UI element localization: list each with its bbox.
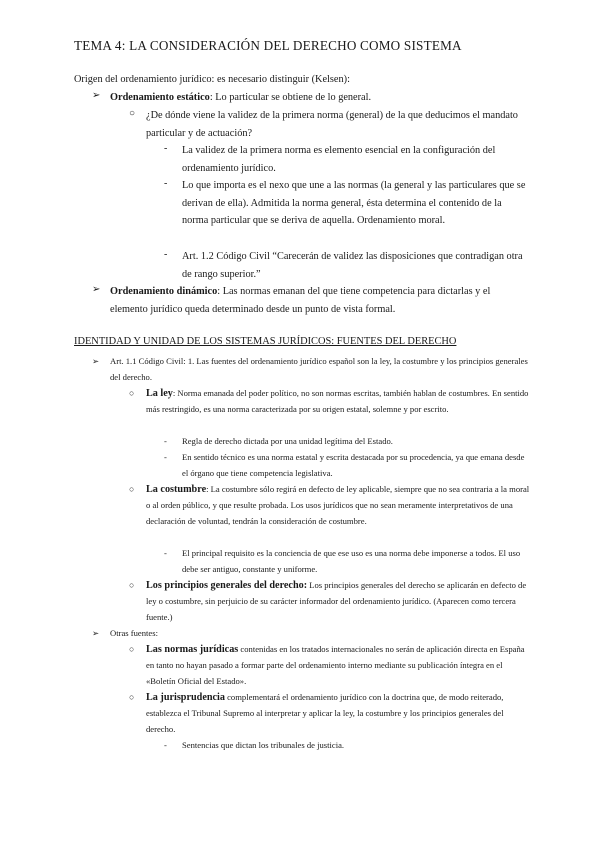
intro-line: Origen del ordenamiento jurídico: es necesario distinguir (Kelsen): [74, 74, 350, 85]
dash-bullet-icon: - [164, 740, 167, 750]
sub-item-sentido-tecnico: En sentido técnico es una norma estatal y escrita destacada por su procedencia, ya que emana desde el órgano que tiene competencia legislativa. [182, 452, 525, 478]
arrow-bullet-icon: ➢ [92, 628, 100, 638]
term-jurisprudencia: La jurisprudencia [146, 692, 225, 703]
list-item-costumbre [146, 482, 530, 529]
term-costumbre: La costumbre [146, 484, 207, 495]
term-dinamico: Ordenamiento dinámico [110, 286, 218, 297]
term-principios: Los principios generales del derecho: [146, 580, 308, 591]
dash-bullet-icon: - [164, 436, 167, 446]
list-item-ley [146, 386, 530, 418]
sub-item-sentencias: Sentencias que dictan los tribunales de justicia. [182, 740, 345, 750]
dash-bullet-icon: - [164, 249, 168, 260]
text-jurisprudencia: complementará el ordenamiento jurídico con la doctrina que, de modo reiterado, establezca el Tribunal Supremo al interpretar y aplicar la ley, la costumbre y los principios generales del derecho. [146, 692, 504, 734]
term-ley: La ley [146, 388, 173, 399]
question-item: ¿De dónde viene la validez de la primera norma (general) de la que deducimos el mandato particular y de actuación? [146, 110, 518, 139]
text-estatico: : Lo particular se obtiene de lo general. [209, 92, 372, 103]
sub-item-art-1-2: Art. 1.2 Código Civil “Carecerán de validez las disposiciones que contradigan otra de rango superior.” [182, 251, 523, 280]
text-principios: Los principios generales del derecho se aplicarán en defecto de ley o costumbre, sin perjuicio de su carácter informador del ordenamiento jurídico. (Aparecen como tercera fuente.) [146, 580, 527, 622]
list-item-jurisprudencia [146, 690, 530, 737]
circle-bullet-icon: ○ [129, 484, 135, 494]
circle-bullet-icon: ○ [129, 692, 135, 702]
text-costumbre: : La costumbre sólo regirá en defecto de ley aplicable, siempre que no sea contraria a la moral o al orden público, y que resulte probada. Los usos jurídicos que no sean meramente interpretativos de una declaración de voluntad, tendrán la consideración de costumbre. [146, 484, 530, 526]
circle-bullet-icon: ○ [129, 388, 135, 398]
otras-fuentes-item: Otras fuentes: [110, 628, 158, 638]
dash-bullet-icon: - [164, 143, 168, 154]
list-item-dinamico [110, 283, 530, 318]
sub-item-nexo: Lo que importa es el nexo que une a las normas (la general y las particulares que se derivan de ella). Admitida la norma general, ésta determina el contenido de la norma particular que se deriva de aquella. Ordenamiento moral. [182, 180, 526, 227]
text-dinamico: : Las normas emanan del que tiene competencia para dictarlas y el elemento jurídico queda determinado desde un punto de vista formal. [110, 286, 491, 315]
section-heading: IDENTIDAD Y UNIDAD DE LOS SISTEMAS JURÍDICOS: FUENTES DEL DERECHO [74, 336, 457, 347]
term-estatico: Ordenamiento estático [110, 92, 210, 103]
art-1-1-item: Art. 1.1 Código Civil: 1. Las fuentes del ordenamiento jurídico español son la ley, la costumbre y los principios generales del derecho. [110, 356, 528, 382]
circle-bullet-icon: ○ [129, 644, 135, 654]
arrow-bullet-icon: ➢ [92, 284, 101, 295]
list-item-normas [146, 642, 530, 689]
list-item-estatico [110, 89, 530, 107]
text-ley: : Norma emanada del poder político, no son normas escritas, también hablan de costumbres. En sentido más restringido, es una norma caracterizada por su origen estatal, solemne y por escrito. [146, 388, 529, 414]
dash-bullet-icon: - [164, 548, 167, 558]
arrow-bullet-icon: ➢ [92, 356, 100, 366]
term-normas: Las normas jurídicas [146, 644, 239, 655]
sub-item-requisito: El principal requisito es la conciencia de que ese uso es una norma debe imponerse a todos. El uso debe ser antiguo, constante y uniforme. [182, 548, 521, 574]
dash-bullet-icon: - [164, 178, 168, 189]
circle-bullet-icon: ○ [129, 108, 136, 119]
circle-bullet-icon: ○ [129, 580, 135, 590]
list-item-principios [146, 578, 530, 625]
dash-bullet-icon: - [164, 452, 167, 462]
arrow-bullet-icon: ➢ [92, 90, 101, 101]
sub-item-regla: Regla de derecho dictada por una unidad legítima del Estado. [182, 436, 393, 446]
page-title: TEMA 4: LA CONSIDERACIÓN DEL DERECHO COMO SISTEMA [74, 38, 462, 53]
text-normas: contenidas en los tratados internacionales no serán de aplicación directa en España en tanto no hayan pasado a formar parte del ordenamiento interno mediante su publicación íntegra en el «Boletín Oficial del Estado». [146, 644, 525, 686]
sub-item-validez: La validez de la primera norma es elemento esencial en la configuración del ordenamiento jurídico. [182, 145, 496, 174]
